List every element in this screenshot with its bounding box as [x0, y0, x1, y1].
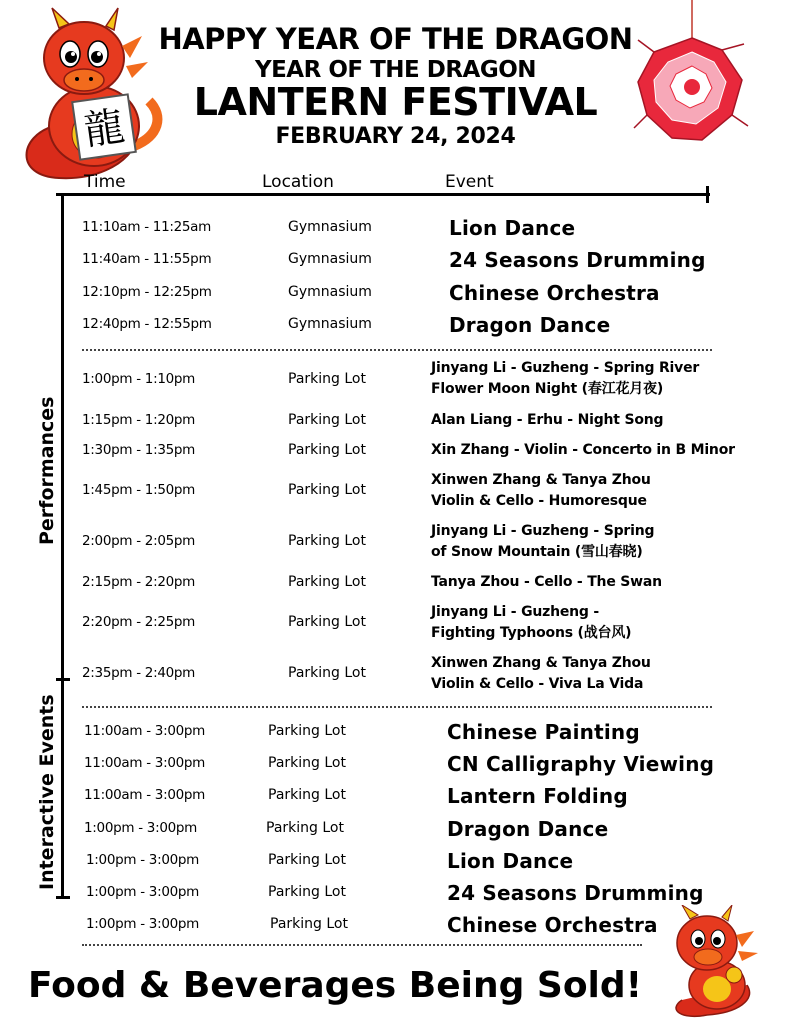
row-time: 11:00am - 3:00pm [84, 755, 206, 771]
row-location: Parking Lot [288, 371, 366, 387]
row-event-line1: Xin Zhang - Violin - Concerto in B Minor [431, 442, 735, 458]
row-time: 2:00pm - 2:05pm [82, 533, 196, 549]
row-time: 1:45pm - 1:50pm [82, 482, 196, 498]
row-event: Chinese Orchestra [447, 913, 658, 937]
row-event: Dragon Dance [447, 817, 609, 841]
row-time: 1:00pm - 3:00pm [86, 916, 200, 932]
row-time: 1:15pm - 1:20pm [82, 412, 196, 428]
row-event-line1: Xinwen Zhang & Tanya Zhou [431, 472, 651, 488]
row-location: Parking Lot [288, 482, 366, 498]
interactive-bracket-line [61, 680, 64, 898]
header-rule-cap [706, 186, 709, 203]
row-time: 1:00pm - 1:10pm [82, 371, 196, 387]
row-time: 12:10pm - 12:25pm [82, 284, 212, 300]
interactive-bracket-bottom [56, 896, 70, 899]
dotted-divider [82, 349, 712, 351]
row-event: Dragon Dance [449, 313, 611, 337]
row-location: Parking Lot [268, 723, 346, 739]
row-event-line2: Flower Moon Night (春江花月夜) [431, 381, 664, 397]
row-event: Lion Dance [449, 216, 576, 240]
performances-label: Performances [36, 396, 58, 545]
row-event-line1: Jinyang Li - Guzheng - [431, 604, 600, 620]
header-title-happy: HAPPY YEAR OF THE DRAGON [158, 22, 633, 56]
header-subtitle: YEAR OF THE DRAGON [254, 57, 537, 83]
row-time: 1:30pm - 1:35pm [82, 442, 196, 458]
row-location: Parking Lot [288, 574, 366, 590]
row-time: 2:35pm - 2:40pm [82, 665, 196, 681]
row-event-line2: Violin & Cello - Viva La Vida [431, 676, 644, 692]
row-location: Parking Lot [288, 533, 366, 549]
performances-bracket-top [56, 193, 70, 196]
row-location: Parking Lot [288, 665, 366, 681]
row-location: Gymnasium [288, 316, 372, 332]
row-event-line1: Alan Liang - Erhu - Night Song [431, 412, 664, 428]
performances-bracket-line [61, 193, 64, 680]
baby-dragon-icon [662, 905, 762, 1020]
row-event: 24 Seasons Drumming [449, 248, 706, 272]
row-event-line2: Violin & Cello - Humoresque [431, 493, 647, 509]
dotted-divider [82, 944, 642, 946]
interactive-events-label: Interactive Events [36, 694, 58, 890]
column-header-time: Time [84, 172, 126, 192]
row-time: 11:40am - 11:55pm [82, 251, 212, 267]
row-event: CN Calligraphy Viewing [447, 752, 715, 776]
row-event: Chinese Orchestra [449, 281, 660, 305]
row-location: Parking Lot [288, 412, 366, 428]
row-event: Lantern Folding [447, 784, 628, 808]
row-location: Parking Lot [270, 916, 348, 932]
row-event-line1: Jinyang Li - Guzheng - Spring River [431, 360, 700, 376]
footer-food-beverages: Food & Beverages Being Sold! [28, 965, 643, 1006]
header-lantern-festival: LANTERN FESTIVAL [193, 80, 598, 124]
dragon-glyph: 龍 [81, 103, 128, 155]
row-event: Chinese Painting [447, 720, 640, 744]
row-location: Parking Lot [288, 442, 366, 458]
row-time: 1:00pm - 3:00pm [84, 820, 198, 836]
header-rule [62, 193, 710, 196]
row-location: Gymnasium [288, 219, 372, 235]
header-date: FEBRUARY 24, 2024 [275, 124, 516, 149]
row-time: 11:10am - 11:25am [82, 219, 212, 235]
row-event-line2: of Snow Mountain (雪山春晓) [431, 544, 643, 560]
row-event-line1: Jinyang Li - Guzheng - Spring [431, 523, 655, 539]
row-location: Parking Lot [268, 852, 346, 868]
row-time: 11:00am - 3:00pm [84, 723, 206, 739]
dotted-divider [82, 706, 712, 708]
row-event-line1: Tanya Zhou - Cello - The Swan [431, 574, 662, 590]
row-time: 1:00pm - 3:00pm [86, 884, 200, 900]
row-event-line2: Fighting Typhoons (战台风) [431, 625, 632, 641]
row-event: 24 Seasons Drumming [447, 881, 704, 905]
row-location: Parking Lot [288, 614, 366, 630]
row-event-line1: Xinwen Zhang & Tanya Zhou [431, 655, 651, 671]
row-event: Lion Dance [447, 849, 574, 873]
column-header-event: Event [445, 172, 494, 192]
row-time: 1:00pm - 3:00pm [86, 852, 200, 868]
row-time: 11:00am - 3:00pm [84, 787, 206, 803]
row-location: Parking Lot [268, 755, 346, 771]
row-time: 2:20pm - 2:25pm [82, 614, 196, 630]
column-header-location: Location [262, 172, 334, 192]
row-location: Parking Lot [268, 884, 346, 900]
row-location: Gymnasium [288, 251, 372, 267]
row-location: Parking Lot [268, 787, 346, 803]
row-location: Parking Lot [266, 820, 344, 836]
row-time: 2:15pm - 2:20pm [82, 574, 196, 590]
row-location: Gymnasium [288, 284, 372, 300]
row-time: 12:40pm - 12:55pm [82, 316, 212, 332]
